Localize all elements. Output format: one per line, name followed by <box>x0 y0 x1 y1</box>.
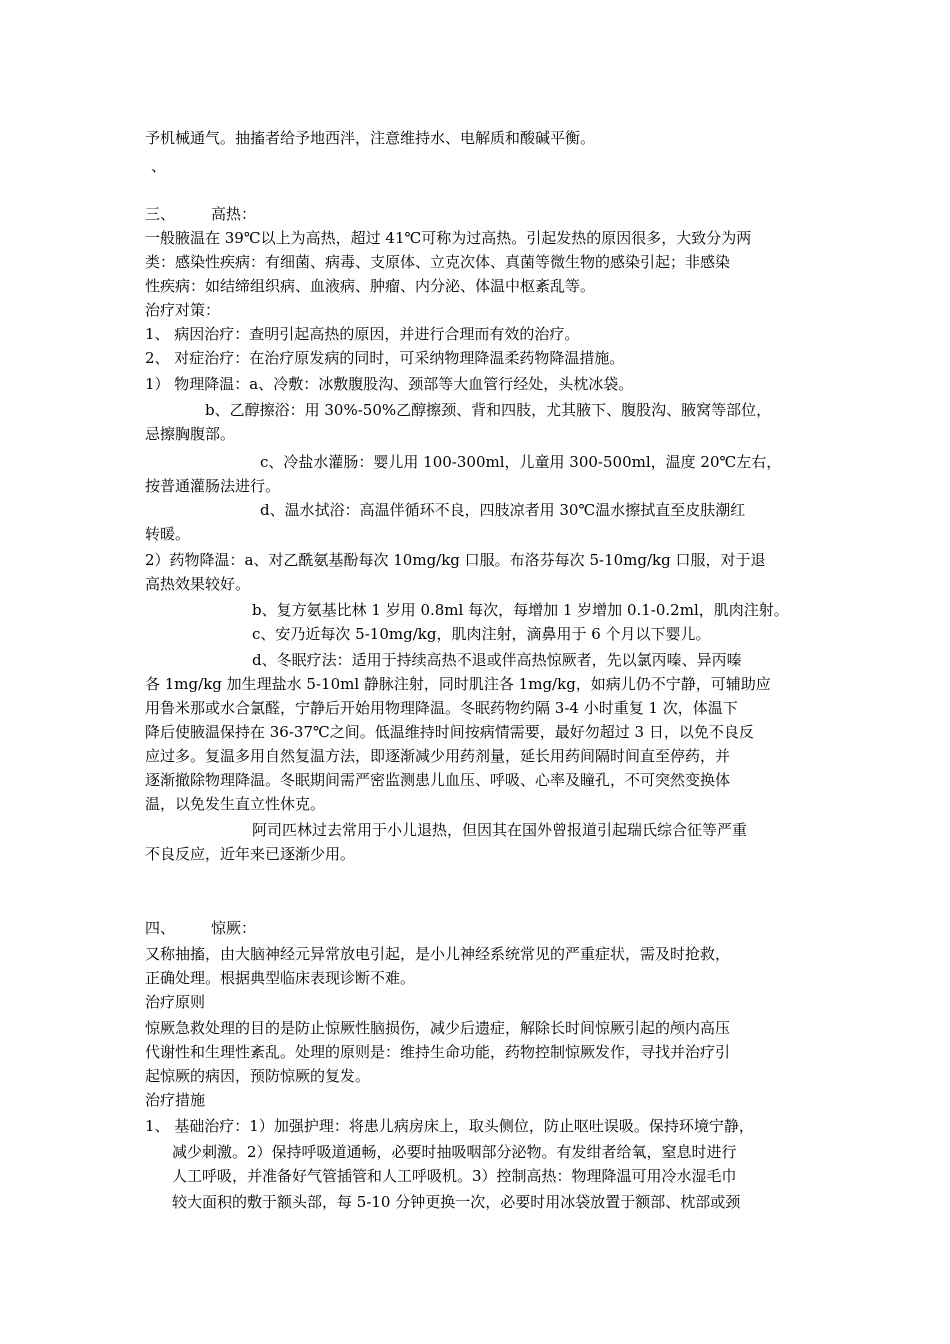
text-line: 不良反应，近年来已逐渐少用。 <box>145 845 356 863</box>
text-line: 人工呼吸，并准备好气管插管和人工呼吸机。3）控制高热：物理降温可用冷水湿毛巾 <box>172 1167 737 1185</box>
section-heading-4 <box>145 916 815 940</box>
text-line: 类：感染性疾病：有细菌、病毒、支原体、立克次体、真菌等微生物的感染引起；非感染 <box>145 253 731 271</box>
text-line: 转暖。 <box>145 525 191 543</box>
text-line: 温，以免发生直立性休克。 <box>145 795 326 813</box>
text-line: 高热效果较好。 <box>145 575 251 593</box>
text-line: 应过多。复温多用自然复温方法，即逐渐减少用药剂量，延长用药间隔时间直至停药，并 <box>145 747 731 765</box>
text-line: 一般腋温在 39℃以上为高热，超过 41℃可称为过高热。引起发热的原因很多，大致分为两 <box>145 229 752 247</box>
section-heading-3 <box>145 202 815 226</box>
section-title: 高热： <box>211 205 257 223</box>
text-line: 又称抽搐，由大脑神经元异常放电引起，是小儿神经系统常见的严重症状，需及时抢救， <box>145 945 731 963</box>
text-line: 逐渐撤除物理降温。冬眠期间需严密监测患儿血压、呼吸、心率及瞳孔，不可突然变换体 <box>145 771 731 789</box>
subheading: 治疗措施 <box>145 1091 206 1109</box>
text-line: b、乙醇擦浴：用 30%-50%乙醇擦颈、背和四肢，尤其腋下、腹股沟、腋窝等部位， <box>205 401 772 419</box>
text-line: 性疾病：如结缔组织病、血液病、肿瘤、内分泌、体温中枢紊乱等。 <box>145 277 596 295</box>
text-line: 降后使腋温保持在 36-37℃之间。低温维持时间按病情需要，最好勿超过 3 日，以免不良反 <box>145 723 754 741</box>
text-line: 起惊厥的病因，预防惊厥的复发。 <box>145 1067 371 1085</box>
list-item: 1、 基础治疗：1）加强护理：将患儿病房床上，取头侧位，防止呕吐误吸。保持环境宁静， <box>145 1117 754 1135</box>
text-line: 各 1mg/kg 加生理盐水 5-10ml 静脉注射，同时肌注各 1mg/kg，如病儿仍不宁静，可辅助应 <box>145 675 771 693</box>
list-item: 2）药物降温：a、对乙酰氨基酚每次 10mg/kg 口服。布洛芬每次 5-10mg/kg 口服，对于退 <box>145 551 766 569</box>
text-line: b、复方氨基比林 1 岁用 0.8ml 每次，每增加 1 岁增加 0.1-0.2ml，肌肉注射。 <box>252 601 789 619</box>
text-line: d、冬眠疗法：适用于持续高热不退或伴高热惊厥者，先以氯丙嗪、异丙嗪 <box>252 651 742 669</box>
text-line: 予机械通气。抽搐者给予地西泮，注意维持水、电解质和酸碱平衡。 <box>145 129 596 147</box>
text-line: 代谢性和生理性紊乱。处理的原则是：维持生命功能，药物控制惊厥发作，寻找并治疗引 <box>145 1043 731 1061</box>
text-line: 较大面积的敷于额头部，每 5-10 分钟更换一次，必要时用冰袋放置于额部、枕部或颈 <box>172 1193 741 1211</box>
text-line: 减少刺激。2）保持呼吸道通畅，必要时抽吸咽部分泌物。有发绀者给氧，窒息时进行 <box>172 1143 737 1161</box>
text-line: 用鲁米那或水合氯醛，宁静后开始用物理降温。冬眠药物约隔 3-4 小时重复 1 次，体温下 <box>145 699 738 717</box>
list-item: 1、 病因治疗：查明引起高热的原因，并进行合理而有效的治疗。 <box>145 325 580 343</box>
text-line: 惊厥急救处理的目的是防止惊厥性脑损伤，减少后遗症，解除长时间惊厥引起的颅内高压 <box>145 1019 731 1037</box>
list-item: 2、 对症治疗：在治疗原发病的同时，可采纳物理降温柔药物降温措施。 <box>145 349 625 367</box>
section-number: 三、 <box>145 205 176 223</box>
text-line: 阿司匹林过去常用于小儿退热，但因其在国外曾报道引起瑞氏综合征等严重 <box>252 821 748 839</box>
text-line: 按普通灌肠法进行。 <box>145 477 281 495</box>
text-line: c、冷盐水灌肠：婴儿用 100-300ml，儿童用 300-500ml，温度 20℃左右， <box>260 453 782 471</box>
subheading: 治疗原则 <box>145 993 206 1011</box>
text-line: 正确处理。根据典型临床表现诊断不难。 <box>145 969 416 987</box>
subheading: 治疗对策： <box>145 301 221 319</box>
stray-mark: 、 <box>151 157 167 175</box>
text-line: c、安乃近每次 5-10mg/kg，肌肉注射，滴鼻用于 6 个月以下婴儿。 <box>252 625 711 643</box>
section-title: 惊厥： <box>211 919 257 937</box>
text-line: 忌擦胸腹部。 <box>145 425 236 443</box>
list-item: 1） 物理降温：a、冷敷：冰敷腹股沟、颈部等大血管行经处，头枕冰袋。 <box>145 375 634 393</box>
text-line: d、温水拭浴：高温伴循环不良，四肢凉者用 30℃温水擦拭直至皮肤潮红 <box>260 501 746 519</box>
section-number: 四、 <box>145 919 176 937</box>
